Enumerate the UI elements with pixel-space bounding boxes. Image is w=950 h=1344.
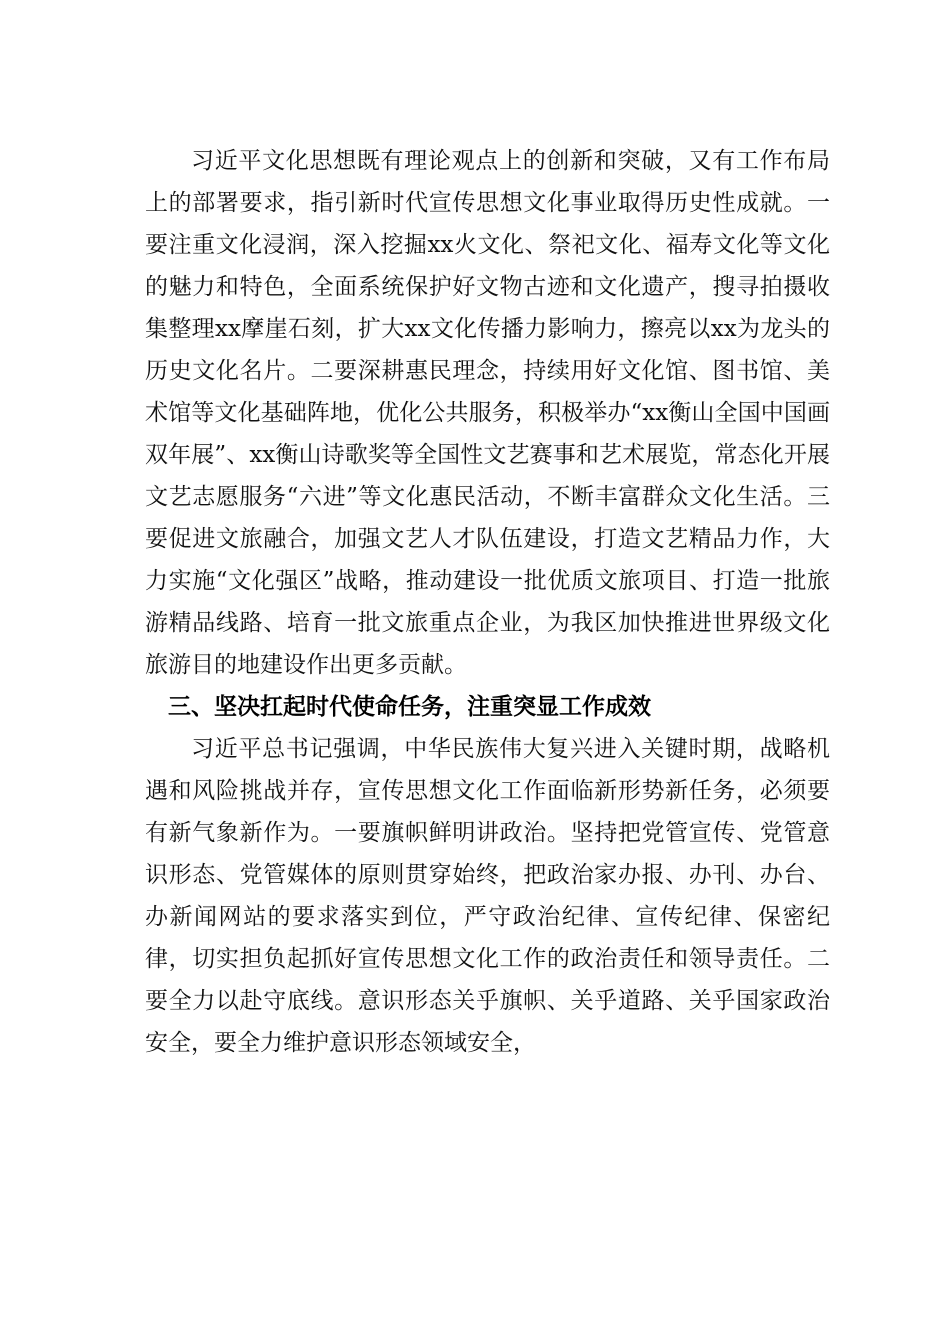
- body-paragraph-mission: 习近平总书记强调，中华民族伟大复兴进入关键时期，战略机遇和风险挑战并存，宣传思想文化工作面临新形势新任务，必须要有新气象新作为。一要旗帜鲜明讲政治。坚持把党管宣传、党管意识形态、党管媒体的原则贯穿始终，把政治家办报、办刊、办台、办新闻网站的要求落实到位，严守政治纪律、宣传纪律、保密纪律，切实担负起抓好宣传思想文化工作的政治责任和领导责任。二要全力以赴守底线。意识形态关乎旗帜、关乎道路、关乎国家政治安全，要全力维护意识形态领域安全，: [145, 736, 830, 1056]
- body-paragraph-culture: 习近平文化思想既有理论观点上的创新和突破，又有工作布局上的部署要求，指引新时代宣传思想文化事业取得历史性成就。一要注重文化浸润，深入挖掘xx火文化、祭祀文化、福寿文化等文化的魅力和特色，全面系统保护好文物古迹和文化遗产，搜寻拍摄收集整理xx摩崖石刻，扩大xx文化传播力影响力，擦亮以xx为龙头的历史文化名片。二要深耕惠民理念，持续用好文化馆、图书馆、美术馆等文化基础阵地，优化公共服务，积极举办“xx衡山全国中国画双年展”、xx衡山诗歌奖等全国性文艺赛事和艺术展览，常态化开展文艺志愿服务“六进”等文化惠民活动，不断丰富群众文化生活。三要促进文旅融合，加强文艺人才队伍建设，打造文艺精品力作，大力实施“文化强区”战略，推动建设一批优质文旅项目、打造一批旅游精品线路、培育一批文旅重点企业，为我区加快推进世界级文化旅游目的地建设作出更多贡献。: [145, 148, 830, 678]
- document-body: [145, 140, 830, 1064]
- section-heading-three: 三、坚决扛起时代使命任务，注重突显工作成效: [168, 694, 651, 720]
